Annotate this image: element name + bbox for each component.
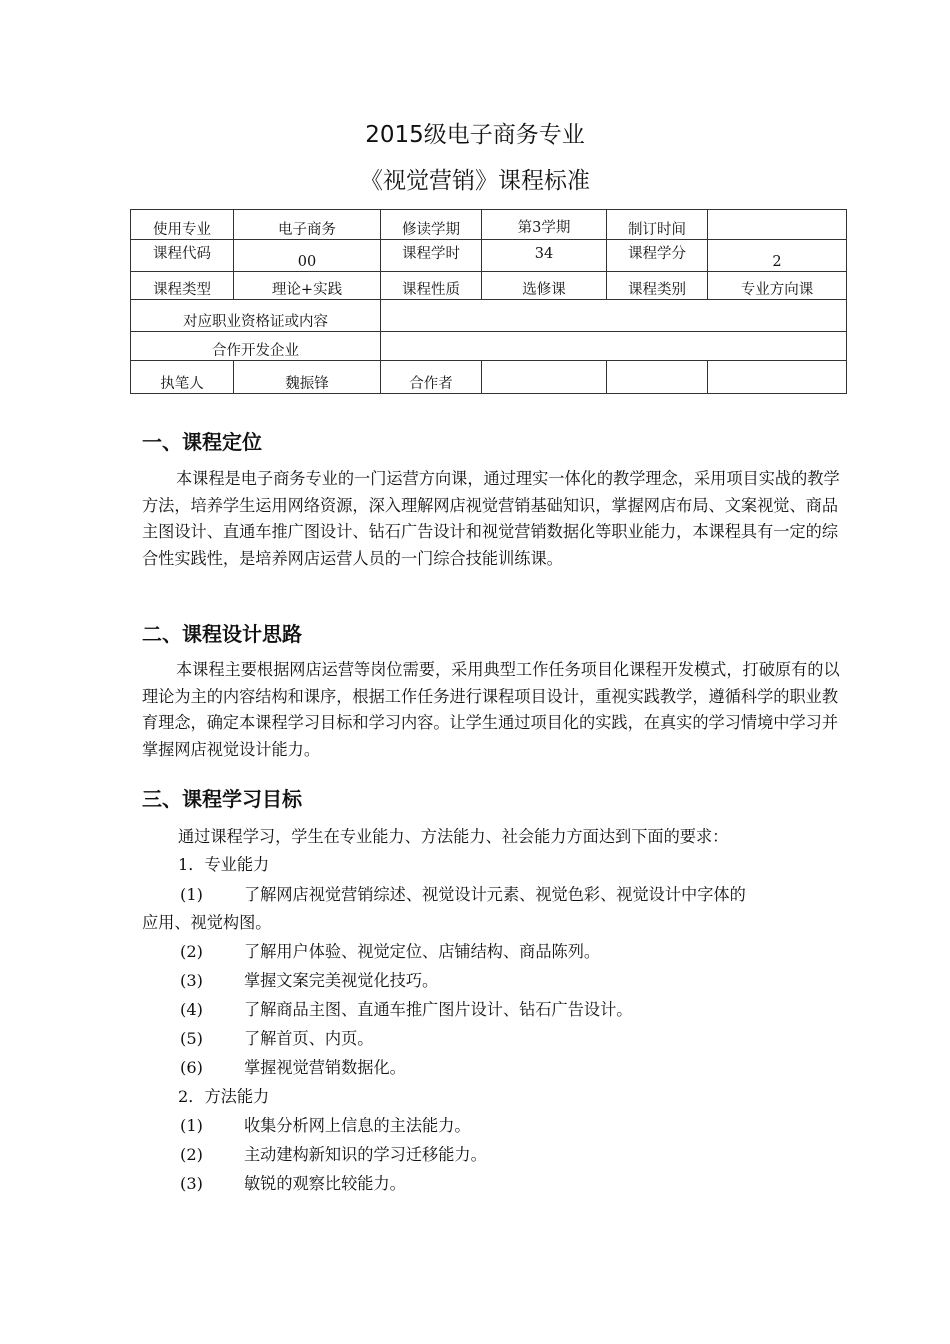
list-item: (1) 收集分析网上信息的主法能力。 (180, 1116, 471, 1135)
table-cell: 34 (482, 240, 607, 272)
list-item: (4) 了解商品主图、直通车推广图片设计、钻石广告设计。 (180, 1000, 633, 1019)
subheading-professional: 1．专业能力 (178, 855, 270, 874)
section-heading-design: 二、课程设计思路 (142, 622, 302, 646)
table-cell (381, 300, 847, 332)
section-paragraph-design: 本课程主要根据网店运营等岗位需要，采用典型工作任务项目化课程开发模式，打破原有的以理论为主的内容结构和课序，根据工作任务进行课程项目设计，重视实践教学，遵循科学的职业教育理念，确定本课程学习目标和学习内容。让学生通过项目化的实践，在真实的学习情境中学习并掌握网店视觉设计能力。 (142, 660, 840, 759)
table-cell (708, 361, 847, 394)
table-cell (708, 210, 847, 240)
table-cell: 合作开发企业 (131, 332, 381, 361)
list-item: (3) 掌握文案完美视觉化技巧。 (180, 971, 439, 990)
list-item: (2) 主动建构新知识的学习迁移能力。 (180, 1145, 487, 1164)
table-cell: 课程学时 (381, 240, 482, 272)
table-cell (482, 361, 607, 394)
section-heading-positioning: 一、课程定位 (142, 430, 262, 454)
table-row (131, 210, 847, 240)
table-row (131, 361, 847, 394)
table-cell: 魏振锋 (234, 361, 381, 394)
goals-intro: 通过课程学习，学生在专业能力、方法能力、社会能力方面达到下面的要求： (178, 827, 729, 846)
table-cell: 使用专业 (131, 210, 234, 240)
table-cell: 修读学期 (381, 210, 482, 240)
course-info-table (130, 209, 847, 394)
list-item: (5) 了解首页、内页。 (180, 1029, 374, 1048)
table-cell: 课程类别 (607, 272, 708, 300)
table-row (131, 332, 847, 361)
table-cell: 课程学分 (607, 240, 708, 272)
table-cell (607, 361, 708, 394)
table-row (131, 240, 847, 272)
table-row (131, 300, 847, 332)
table-cell: 2 (708, 240, 847, 272)
list-item: (2) 了解用户体验、视觉定位、店铺结构、商品陈列。 (180, 942, 601, 961)
section-paragraph-positioning: 本课程是电子商务专业的一门运营方向课，通过理实一体化的教学理念，采用项目实战的教学方法，培养学生运用网络资源，深入理解网店视觉营销基础知识，掌握网店布局、文案视觉、商品主图设计、直通车推广图设计、钻石广告设计和视觉营销数据化等职业能力，本课程具有一定的综合性实践性，是培养网店运营人员的一门综合技能训练课。 (142, 469, 840, 568)
table-cell: 执笔人 (131, 361, 234, 394)
list-item: (6) 掌握视觉营销数据化。 (180, 1058, 406, 1077)
table-cell: 理论+实践 (234, 272, 381, 300)
list-item: (1) 了解网店视觉营销综述、视觉设计元素、视觉色彩、视觉设计中字体的 (180, 885, 746, 904)
table-cell: 课程类型 (131, 272, 234, 300)
table-cell: 对应职业资格证或内容 (131, 300, 381, 332)
table-cell (381, 332, 847, 361)
table-cell: 课程性质 (381, 272, 482, 300)
subheading-method: 2．方法能力 (178, 1087, 270, 1106)
table-cell: 电子商务 (234, 210, 381, 240)
document-title-line2: 《视觉营销》课程标准 (360, 168, 590, 194)
table-cell: 专业方向课 (708, 272, 847, 300)
table-cell: 第3学期 (482, 210, 607, 240)
table-cell: 选修课 (482, 272, 607, 300)
table-cell: 00 (234, 240, 381, 272)
document-title-line1: 2015级电子商务专业 (365, 122, 585, 148)
section-heading-goals: 三、课程学习目标 (142, 787, 302, 811)
table-row (131, 272, 847, 300)
table-cell: 制订时间 (607, 210, 708, 240)
table-cell: 课程代码 (131, 240, 234, 272)
table-cell: 合作者 (381, 361, 482, 394)
list-item-continuation: 应用、视觉构图。 (142, 913, 272, 932)
list-item: (3) 敏锐的观察比较能力。 (180, 1174, 406, 1193)
